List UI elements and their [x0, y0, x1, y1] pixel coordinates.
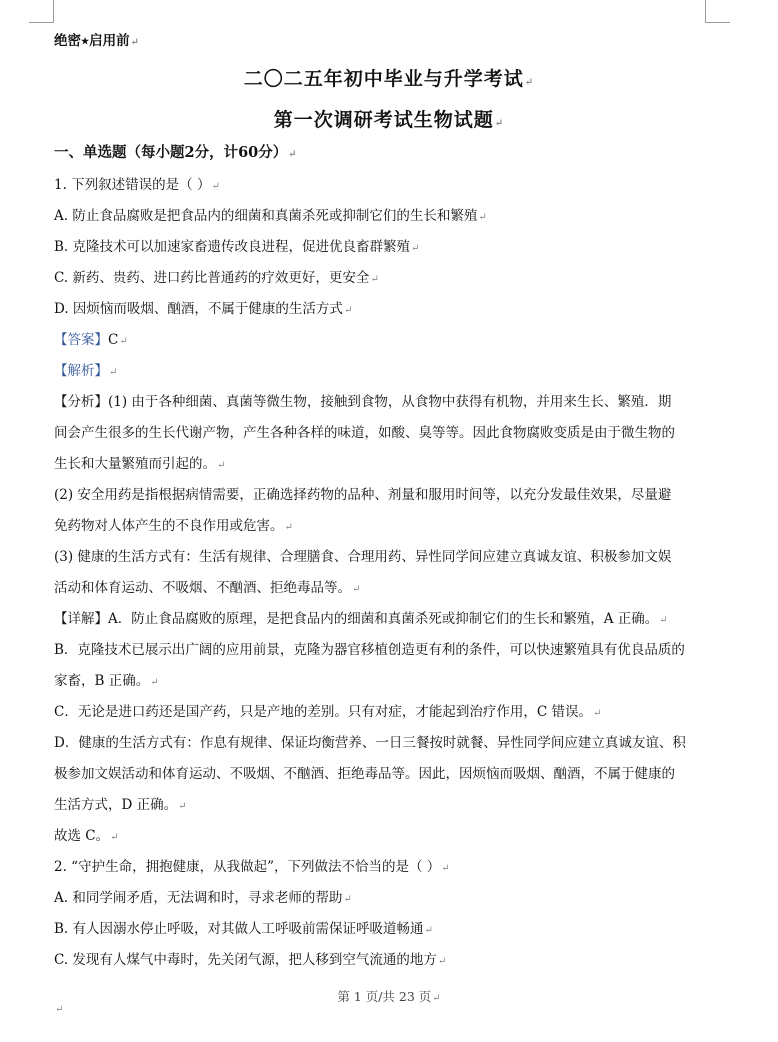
detail-text-line: C．无论是进口药还是国产药，只是产地的差别。只有对症，才能起到治疗作用，C 错误。↵: [54, 704, 602, 720]
paragraph-mark-icon: ↵: [284, 522, 293, 533]
paragraph-mark-icon: ↵: [343, 305, 353, 316]
paragraph-mark-icon: ↵: [109, 367, 118, 378]
analysis-text-line: 【分析】(1) 由于各种细菌、真菌等微生物，接触到食物，从食物中获得有机物，并用来生长、繁殖．期: [54, 394, 672, 410]
detail-text-line: 家畜，B 正确。↵: [54, 673, 159, 689]
paragraph-mark-icon: ↵: [411, 243, 420, 254]
paragraph-mark-icon: ↵: [211, 181, 220, 192]
paragraph-mark-icon: ↵: [217, 460, 226, 471]
conclusion-line: 故选 C。↵: [54, 828, 119, 844]
paragraph-mark-icon: ↵: [424, 925, 433, 936]
paragraph-mark-icon: ↵: [110, 832, 119, 843]
analysis-tag: 【解析】: [54, 363, 108, 379]
page-footer: [0, 987, 778, 1005]
question-1-stem: 1. 下列叙述错误的是（ ）↵: [54, 177, 220, 193]
analysis-text-line: (2) 安全用药是指根据病情需要，正确选择药物的品种、剂量和服用时间等，以充分发最佳效果，尽量避: [54, 487, 672, 503]
paragraph-mark-icon: ↵: [437, 956, 447, 967]
question-1-option-b: B. 克隆技术可以加速家畜遗传改良进程，促进优良畜群繁殖↵: [54, 239, 420, 255]
paragraph-mark-icon: ↵: [592, 708, 602, 719]
answer-value: C: [108, 332, 119, 348]
answer-line: [54, 331, 128, 351]
detail-text-line: B．克隆技术已展示出广阔的应用前景，克隆为器官移植创造更有利的条件，可以快速繁殖具有优良品质的: [54, 642, 685, 658]
star-icon: ★: [81, 37, 90, 47]
detail-text-line: 极参加文娱活动和体育运动、不吸烟、不酗酒、拒绝毒品等。因此，因烦恼而吸烟、酗酒，不属于健康的: [54, 766, 675, 782]
confidential-label: 绝密: [54, 33, 81, 49]
question-2-option-c: C. 发现有人煤气中毒时，先关闭气源，把人移到空气流通的地方↵: [54, 952, 447, 968]
detail-text-line: 生活方式，D 正确。↵: [54, 797, 187, 813]
paragraph-mark-icon: ↵: [150, 677, 159, 688]
section-heading: 一、单选题（每小题2分，计60分）↵: [54, 144, 297, 161]
paragraph-mark-icon: ↵: [343, 894, 352, 905]
question-1-option-d: D. 因烦恼而吸烟、酗酒，不属于健康的生活方式↵: [54, 301, 353, 317]
detail-text-line: D．健康的生活方式有：作息有规律、保证均衡营养、一日三餐按时就餐、异性同学间应建立真诚友谊、积: [54, 735, 686, 751]
paragraph-mark-icon: ↵: [659, 615, 668, 626]
paragraph-mark-icon: ↵: [478, 212, 487, 223]
exam-title-line1: 二〇二五年初中毕业与升学考试↵: [243, 68, 535, 90]
detail-text-line: 【详解】A．防止食品腐败的原理，是把食品内的细菌和真菌杀死或抑制它们的生长和繁殖，A 正确。↵: [54, 611, 668, 627]
paragraph-mark-icon: ↵: [441, 863, 450, 874]
question-2-stem: 2. “守护生命，拥抱健康，从我做起”，下列做法不恰当的是（ ）↵: [54, 859, 450, 875]
paragraph-mark-icon: ↵: [370, 274, 379, 285]
confidential-status: 启用前: [89, 33, 130, 49]
question-1-option-a: A. 防止食品腐败是把食品内的细菌和真菌杀死或抑制它们的生长和繁殖↵: [54, 208, 487, 224]
paragraph-mark-icon: ↵: [130, 37, 139, 48]
answer-tag: 【答案】: [54, 332, 108, 348]
paragraph-mark-icon: ↵: [524, 77, 535, 88]
paragraph-mark-icon: ↵: [494, 118, 505, 129]
paragraph-mark-icon: ↵: [352, 584, 361, 595]
paragraph-mark-icon: ↵: [55, 1004, 64, 1015]
question-2-option-a: A. 和同学闹矛盾，无法调和时，寻求老师的帮助↵: [54, 890, 352, 906]
paragraph-mark-icon: ↵: [178, 801, 187, 812]
analysis-line: [54, 362, 117, 382]
crop-mark-top-right: [705, 0, 730, 23]
analysis-text-line: 活动和体育运动、不吸烟、不酗酒、拒绝毒品等。↵: [54, 580, 361, 596]
exam-title-line2: 第一次调研考试生物试题↵: [273, 109, 505, 131]
analysis-text-line: (3) 健康的生活方式有：生活有规律、合理膳食、合理用药、异性同学间应建立真诚友谊、积极参加文娱: [54, 549, 672, 565]
confidential-header: [54, 32, 139, 52]
analysis-text-line: 免药物对人体产生的不良作用或危害。↵: [54, 518, 293, 534]
crop-mark-top-left: [29, 0, 54, 23]
analysis-text-line: 间会产生很多的生长代谢产物，产生各种各样的味道，如酸、臭等等。因此食物腐败变质是由于微生物的: [54, 425, 675, 441]
paragraph-mark-icon: ↵: [119, 336, 128, 347]
paragraph-mark-icon: ↵: [432, 993, 441, 1004]
paragraph-mark-icon: ↵: [288, 149, 297, 160]
analysis-text-line: 生长和大量繁殖而引起的。↵: [54, 456, 226, 472]
question-1-option-c: C. 新药、贵药、进口药比普通药的疗效更好，更安全↵: [54, 270, 379, 286]
question-2-option-b: B. 有人因溺水停止呼吸，对其做人工呼吸前需保证呼吸道畅通↵: [54, 921, 433, 937]
page-number: 第 1 页/共 23 页: [337, 989, 432, 1004]
